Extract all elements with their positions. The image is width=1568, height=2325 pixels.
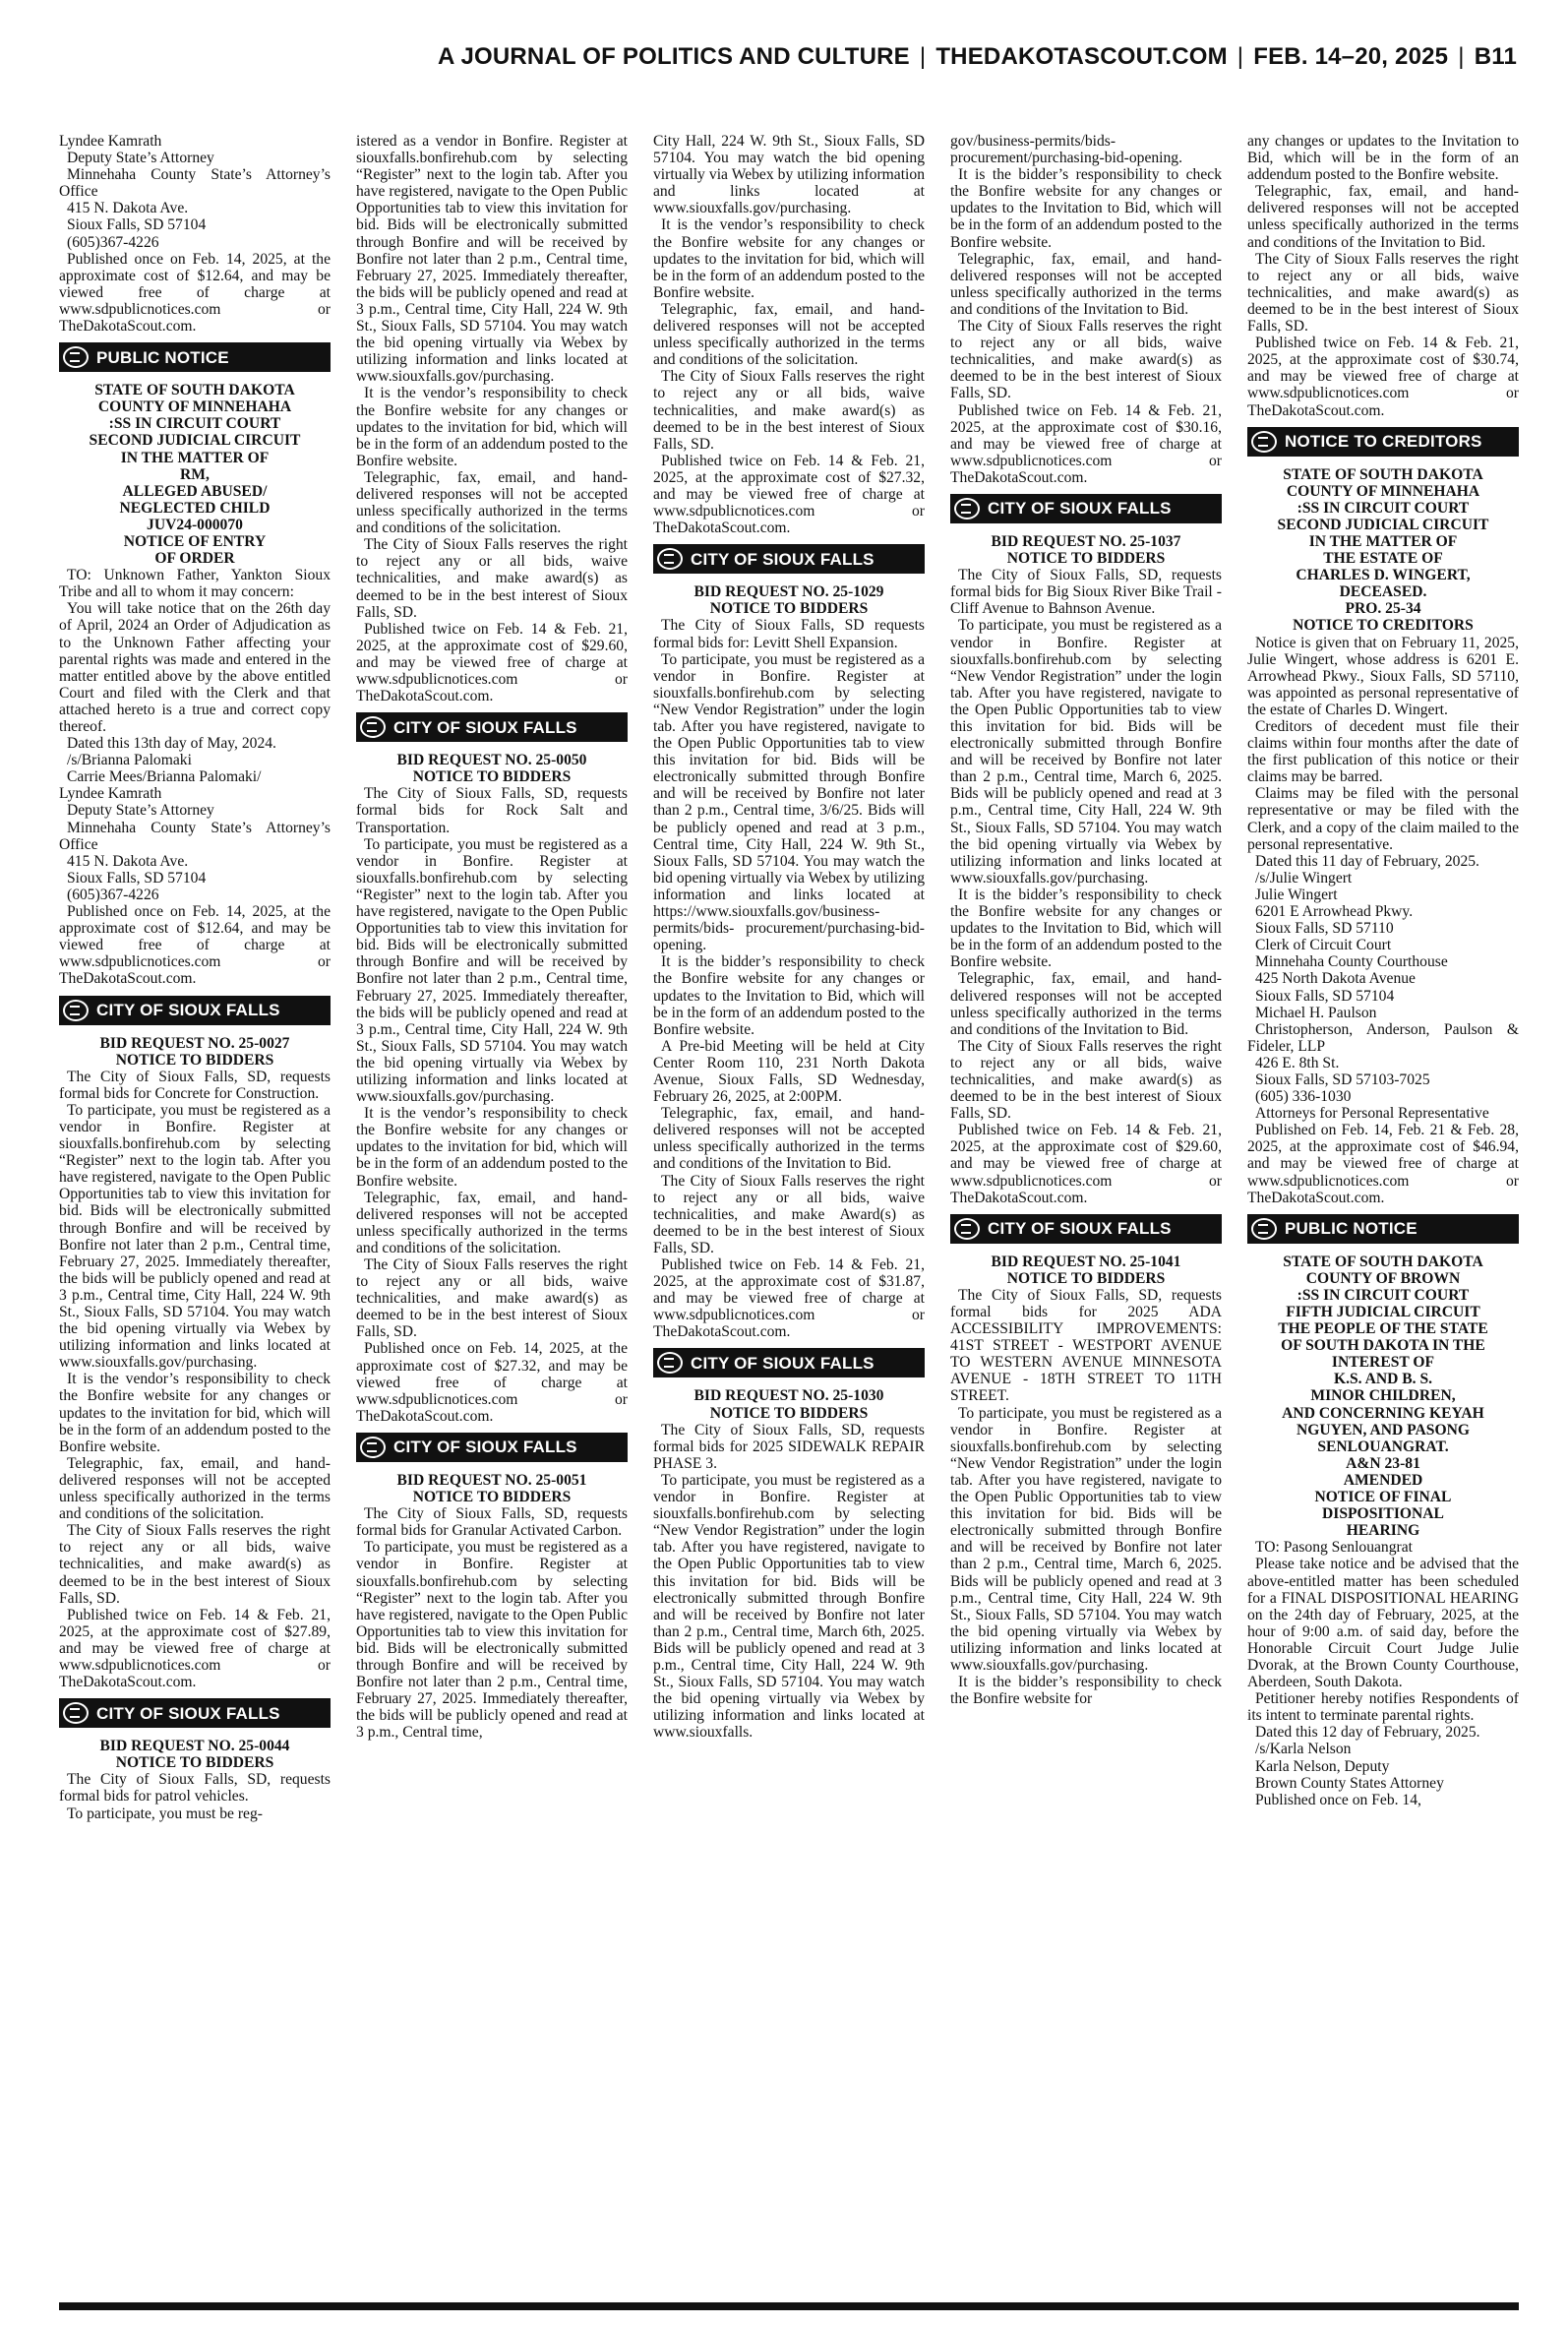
notice-paragraph: The City of Sioux Falls reserves the right to reject any or all bids, waive technicalities, and make award(s) as deemed to be in the best interest of Sioux Falls, SD. — [356, 536, 628, 621]
section-header — [950, 494, 1222, 523]
notice-heading-line: IN THE MATTER OF — [120, 449, 270, 466]
notice-paragraph: (605)367-4226 — [67, 233, 159, 251]
scout-logo-icon — [653, 1348, 687, 1377]
notice-heading-line: SECOND JUDICIAL CIRCUIT — [89, 432, 301, 450]
notice-heading-line: NOTICE TO BIDDERS — [1006, 550, 1166, 568]
notice-paragraph: The City of Sioux Falls, SD, requests formal bids for Rock Salt and Transportation. — [356, 785, 628, 836]
notice-paragraph: 415 N. Dakota Ave. — [67, 200, 189, 217]
notice-paragraph: gov/business-permits/bids-procurement/purchasing-bid-opening. — [950, 133, 1183, 167]
notice-paragraph: The City of Sioux Falls, SD, requests formal bids for 2025 ADA ACCESSIBILITY IMPROVEMENTS: 41ST STREET - WESTPORT AVENUE TO WESTERN AVENUE MINNESOTA AVENUE - 18TH STREET TO 11TH STREET. — [950, 1286, 1222, 1405]
notice-paragraph: /s/Brianna Palomaki — [67, 752, 192, 769]
section-header — [950, 1214, 1222, 1244]
section-header — [1247, 427, 1519, 457]
separator: | — [1236, 43, 1244, 70]
notice-paragraph: To participate, you must be reg- — [67, 1805, 263, 1822]
notice-paragraph: Please take notice and be advised that the above-entitled matter has been scheduled for a FINAL DISPOSITIONAL HEARING on the 24th day of February, 2025, at the hour of 9:00 a.m. of said day, before the Honorable Circuit Court Judge Julie Dvorak, at the Brown County Courthouse, Aberdeen, South Dakota. — [1247, 1556, 1519, 1691]
notice-heading-line: NGUYEN, AND PASONG — [1296, 1421, 1470, 1438]
notice-heading-line: NOTICE TO BIDDERS — [709, 1404, 869, 1422]
notice-paragraph: Karla Nelson, Deputy — [1255, 1757, 1390, 1775]
notice-paragraph: Dated this 12 day of February, 2025. — [1255, 1724, 1480, 1742]
section-header-label: CITY OF SIOUX FALLS — [96, 1000, 280, 1019]
notice-heading-line: PRO. 25-34 — [1345, 600, 1421, 618]
notice-paragraph: It is the bidder’s responsibility to check the Bonfire website for — [950, 1674, 1222, 1708]
column-1 — [59, 133, 331, 2297]
notice-heading-line: MINOR CHILDREN, — [1310, 1387, 1456, 1405]
notice-paragraph: It is the vendor’s responsibility to check the Bonfire website for any changes or updates to the invitation for bid, which will be in the form of an addendum posted to the Bonfire website. — [653, 216, 925, 301]
notice-paragraph: The City of Sioux Falls reserves the right to reject any or all bids, waive technicalities, and make award(s) as deemed to be in the best interest of Sioux Falls, SD. — [1247, 250, 1519, 336]
notice-paragraph: The City of Sioux Falls reserves the right to reject any or all bids, waive technicalities, and make award(s) as deemed to be in the best interest of Sioux Falls, SD. — [59, 1522, 331, 1607]
section-header — [59, 1698, 331, 1728]
section-header — [1247, 1214, 1519, 1244]
notice-heading-line: :SS IN CIRCUIT COURT — [108, 415, 281, 433]
notice-heading-line: NOTICE TO BIDDERS — [115, 1754, 274, 1772]
notice-paragraph: Minnehaha County Courthouse — [1255, 953, 1448, 971]
notice-paragraph: Telegraphic, fax, email, and hand-delivered responses will not be accepted unless specifically authorized in the terms and conditions of the Invitation to Bid. — [1247, 183, 1519, 251]
notice-heading-line: OF SOUTH DAKOTA IN THE — [1281, 1337, 1485, 1355]
notice-paragraph: Published twice on Feb. 14 & Feb. 21, 2025, at the approximate cost of $27.32, and may be viewed free of charge at www.sdpublicnotices.com or TheDakotaScout.com. — [653, 452, 925, 537]
notice-heading-line: BID REQUEST NO. 25-0051 — [396, 1471, 587, 1489]
notice-heading-line: BID REQUEST NO. 25-1037 — [991, 532, 1181, 550]
notice-paragraph: Published once on Feb. 14, 2025, at the approximate cost of $12.64, and may be viewed free of charge at www.sdpublicnotices.com or TheDakotaScout.com. — [59, 250, 331, 336]
scout-logo-icon — [1247, 427, 1281, 457]
notice-paragraph: The City of Sioux Falls, SD, requests formal bids for 2025 SIDEWALK REPAIR PHASE 3. — [653, 1421, 925, 1472]
notice-paragraph: istered as a vendor in Bonfire. Register at siouxfalls.bonfirehub.com by selecting “Register” next to the login tab. After you have registered, navigate to the Open Public Opportunities tab to view this invitation for bid. Bids will be electronically submitted through Bonfire and will be received by Bonfire not later than 2 p.m., Central time, February 27, 2025. Immediately thereafter, the bids will be publicly opened and read at 3 p.m., Central time, City Hall, 224 W. 9th St., Sioux Falls, SD 57104. You may watch the bid opening virtually via Webex by utilizing information and links located at www.siouxfalls.gov/purchasing. — [356, 133, 628, 386]
notice-paragraph: Published once on Feb. 14, — [1255, 1791, 1421, 1808]
notice-heading-line: STATE OF SOUTH DAKOTA — [94, 382, 295, 399]
notice-paragraph: Published twice on Feb. 14 & Feb. 21, 2025, at the approximate cost of $31.87, and may be viewed free of charge at www.sdpublicnotices.com or TheDakotaScout.com. — [653, 1256, 925, 1341]
notice-columns — [59, 133, 1519, 2297]
notice-heading-line: NOTICE TO BIDDERS — [1006, 1269, 1166, 1287]
notice-paragraph: It is the vendor’s responsibility to check the Bonfire website for any changes or updates to the invitation for bid, which will be in the form of an addendum posted to the Bonfire website. — [356, 1105, 628, 1190]
notice-paragraph: The City of Sioux Falls reserves the right to reject any or all bids, waive technicalities, and make award(s) as deemed to be in the best interest of Sioux Falls, SD. — [950, 1037, 1222, 1123]
notice-paragraph: Petitioner hereby notifies Respondents of its intent to terminate parental rights. — [1247, 1690, 1519, 1725]
notice-paragraph: Michael H. Paulson — [1255, 1004, 1377, 1021]
section-header-label: CITY OF SIOUX FALLS — [691, 549, 874, 569]
notice-paragraph: Brown County States Attorney — [1255, 1774, 1444, 1792]
column-3 — [653, 133, 925, 2297]
notice-heading-line: STATE OF SOUTH DAKOTA — [1283, 1253, 1483, 1270]
scout-logo-icon — [950, 1214, 984, 1244]
bottom-rule — [59, 2302, 1519, 2310]
scout-logo-icon — [59, 1698, 92, 1728]
issue-date: FEB. 14–20, 2025 — [1253, 43, 1449, 70]
scout-logo-icon — [59, 342, 92, 372]
notice-heading-line: BID REQUEST NO. 25-0044 — [99, 1738, 290, 1755]
notice-paragraph: The City of Sioux Falls, SD, requests formal bids for Concrete for Construction. — [59, 1068, 331, 1102]
site-name: THEDAKOTASCOUT.COM — [935, 43, 1228, 70]
notice-paragraph: Sioux Falls, SD 57104 — [1255, 987, 1395, 1005]
section-header — [356, 712, 628, 742]
notice-paragraph: You will take notice that on the 26th day of April, 2024 an Order of Adjudication as to the Unknown Father affecting your parental rights was made and entered in the matter entitled above by the above entitled Court and filed with the Clerk and that attached hereto is a true and correct copy thereof. — [59, 600, 331, 735]
notice-paragraph: It is the vendor’s responsibility to check the Bonfire website for any changes or updates to the invitation for bid, which will be in the form of an addendum posted to the Bonfire website. — [59, 1371, 331, 1455]
section-header — [653, 1348, 925, 1377]
notice-paragraph: The City of Sioux Falls, SD, requests formal bids for Big Sioux River Bike Trail - Cliff Avenue to Bahnson Avenue. — [950, 567, 1222, 618]
section-header — [59, 996, 331, 1025]
notice-paragraph: Sioux Falls, SD 57104 — [67, 869, 207, 887]
notice-paragraph: Telegraphic, fax, email, and hand-delivered responses will not be accepted unless specifically authorized in the terms and conditions of the solicitation. — [356, 1189, 628, 1256]
section-header-label: PUBLIC NOTICE — [96, 347, 229, 367]
notice-paragraph: Published twice on Feb. 14 & Feb. 21, 2025, at the approximate cost of $30.74, and may be viewed free of charge at www.sdpublicnotices.com or TheDakotaScout.com. — [1247, 335, 1519, 419]
notice-paragraph: (605)367-4226 — [67, 886, 159, 903]
notice-paragraph: Notice is given that on February 11, 2025, Julie Wingert, whose address is 6201 E. Arrowhead Pkwy., Sioux Falls, SD 57110, was appointed as personal representative of the estate of Charles D. Wingert. — [1247, 634, 1519, 718]
notice-paragraph: Minnehaha County State’s Attorney’s Office — [59, 166, 331, 201]
notice-paragraph: Christopherson, Anderson, Paulson & Fideler, LLP — [1247, 1020, 1519, 1055]
notice-paragraph: (605) 336-1030 — [1255, 1088, 1352, 1106]
notice-heading-line: :SS IN CIRCUIT COURT — [1297, 1286, 1470, 1304]
notice-paragraph: Published once on Feb. 14, 2025, at the approximate cost of $12.64, and may be viewed free of charge at www.sdpublicnotices.com or TheDakotaScout.com. — [59, 903, 331, 988]
notice-paragraph: Telegraphic, fax, email, and hand-delivered responses will not be accepted unless specifically authorized in the terms and conditions of the Invitation to Bid. — [950, 970, 1222, 1038]
notice-paragraph: To participate, you must be registered as a vendor in Bonfire. Register at siouxfalls.bonfirehub.com by selecting “New Vendor Registration” under the login tab. After you have registered, navigate to the Open Public Opportunities tab to view this invitation for bid. Bids will be electronically submitted through Bonfire and will be received by Bonfire not later than 2 p.m., Central time, 3/6/25. Bids will be publicly opened and read at 3 p.m., Central time, City Hall, 224 W. 9th St., Sioux Falls, SD 57104. You may watch the bid opening virtually via Webex by utilizing information and links located at https://www.siouxfalls.gov/business-permits/bids- procurement/purchasing-bid-opening. — [653, 650, 925, 954]
notice-paragraph: To participate, you must be registered as a vendor in Bonfire. Register at siouxfalls.bonfirehub.com by selecting “New Vendor Registration” under the login tab. After you have registered, navigate to the Open Public Opportunities tab to view this invitation for bid. Bids will be electronically submitted through Bonfire and will be received by Bonfire not later than 2 p.m., Central time, March 6, 2025. Bids will be publicly opened and read at 3 p.m., Central time, City Hall, 224 W. 9th St., Sioux Falls, SD 57104. You may watch the bid opening virtually via Webex by utilizing information and links located at www.siouxfalls.gov/purchasing. — [950, 617, 1222, 887]
notice-paragraph: Clerk of Circuit Court — [1255, 937, 1392, 954]
notice-heading-line: NOTICE OF FINAL — [1314, 1489, 1452, 1506]
notice-heading-line: A&N 23-81 — [1346, 1454, 1420, 1472]
scout-logo-icon — [356, 1433, 390, 1462]
notice-paragraph: Telegraphic, fax, email, and hand-delivered responses will not be accepted unless specifically authorized in the terms and conditions of the Invitation to Bid. — [950, 250, 1222, 318]
notice-heading-line: NEGLECTED CHILD — [119, 499, 271, 517]
notice-paragraph: /s/Karla Nelson — [1255, 1741, 1352, 1758]
scout-logo-icon — [653, 544, 687, 574]
notice-paragraph: Attorneys for Personal Representative — [1255, 1105, 1489, 1123]
notice-heading-line: RM, — [180, 465, 210, 483]
notice-paragraph: The City of Sioux Falls reserves the right to reject any or all bids, waive technicalities, and make award(s) as deemed to be in the best interest of Sioux Falls, SD. — [356, 1256, 628, 1341]
notice-heading-line: COUNTY OF MINNEHAHA — [1286, 482, 1480, 500]
notice-paragraph: TO: Pasong Senlouangrat — [1255, 1539, 1413, 1557]
notice-paragraph: Dated this 11 day of February, 2025. — [1255, 852, 1479, 870]
notice-heading-line: NOTICE TO BIDDERS — [709, 600, 869, 618]
notice-paragraph: To participate, you must be registered as a vendor in Bonfire. Register at siouxfalls.bonfirehub.com by selecting “Register” next to the login tab. After you have registered, navigate to the Open Public Opportunities tab to view this invitation for bid. Bids will be electronically submitted through Bonfire and will be received by Bonfire not later than 2 p.m., Central time, February 27, 2025. Immediately thereafter, the bids will be publicly opened and read at 3 p.m., Central time, City Hall, 224 W. 9th St., Sioux Falls, SD 57104. You may watch the bid opening virtually via Webex by utilizing information and links located at www.siouxfalls.gov/purchasing. — [356, 835, 628, 1106]
notice-paragraph: The City of Sioux Falls, SD, requests formal bids for patrol vehicles. — [59, 1771, 331, 1805]
section-header-label: NOTICE TO CREDITORS — [1285, 432, 1482, 452]
notice-paragraph: Creditors of decedent must file their claims within four months after the date of the first publication of this notice or their claims may be barred. — [1247, 718, 1519, 786]
section-header-label: CITY OF SIOUX FALLS — [988, 499, 1172, 519]
notice-paragraph: It is the bidder’s responsibility to check the Bonfire website for any changes or updates to the Invitation to Bid, which will be in the form of an addendum posted to the Bonfire website. — [950, 886, 1222, 971]
notice-paragraph: Lyndee Kamrath — [59, 133, 162, 150]
notice-paragraph: To participate, you must be registered as a vendor in Bonfire. Register at siouxfalls.bonfirehub.com by selecting “New Vendor Registration” under the login tab. After you have registered, navigate to the Open Public Opportunities tab to view this invitation for bid. Bids will be electronically submitted through Bonfire and will be received by Bonfire not later than 2 p.m., Central time, March 6th, 2025. Bids will be publicly opened and read at 3 p.m., Central time, City Hall, 224 W. 9th St., Sioux Falls, SD 57104. You may watch the bid opening virtually via Webex by utilizing information and links located at www.siouxfalls. — [653, 1471, 925, 1742]
notice-paragraph: Published twice on Feb. 14 & Feb. 21, 2025, at the approximate cost of $27.89, and may be viewed free of charge at www.sdpublicnotices.com or TheDakotaScout.com. — [59, 1606, 331, 1691]
notice-paragraph: The City of Sioux Falls, SD requests formal bids for: Levitt Shell Expansion. — [653, 617, 925, 651]
notice-paragraph: Deputy State’s Attorney — [67, 150, 214, 167]
notice-paragraph: The City of Sioux Falls, SD, requests formal bids for Granular Activated Carbon. — [356, 1505, 628, 1540]
section-header — [356, 1433, 628, 1462]
notice-paragraph: It is the vendor’s responsibility to check the Bonfire website for any changes or updates to the invitation for bid, which will be in the form of an addendum posted to the Bonfire website. — [356, 385, 628, 469]
notice-paragraph: Published twice on Feb. 14 & Feb. 21, 2025, at the approximate cost of $30.16, and may be viewed free of charge at www.sdpublicnotices.com or TheDakotaScout.com. — [950, 401, 1222, 486]
journal-tagline: A JOURNAL OF POLITICS AND CULTURE — [437, 43, 910, 70]
notice-paragraph: 6201 E Arrowhead Pkwy. — [1255, 903, 1414, 921]
scout-logo-icon — [950, 494, 984, 523]
notice-heading-line: BID REQUEST NO. 25-1030 — [694, 1387, 884, 1405]
separator: | — [1458, 43, 1465, 70]
notice-paragraph: Telegraphic, fax, email, and hand-delivered responses will not be accepted unless specifically authorized in the terms and conditions of the solicitation. — [59, 1454, 331, 1523]
masthead — [59, 43, 1517, 83]
notice-paragraph: 425 North Dakota Avenue — [1255, 970, 1416, 988]
notice-paragraph: Telegraphic, fax, email, and hand-delivered responses will not be accepted unless specifically authorized in the terms and conditions of the Invitation to Bid. — [653, 1105, 925, 1173]
notice-paragraph: 426 E. 8th St. — [1255, 1054, 1340, 1071]
notice-paragraph: Published twice on Feb. 14 & Feb. 21, 2025, at the approximate cost of $29.60, and may be viewed free of charge at www.sdpublicnotices.com or TheDakotaScout.com. — [950, 1122, 1222, 1206]
notice-heading-line: NOTICE OF ENTRY — [123, 532, 267, 550]
notice-paragraph: TO: Unknown Father, Yankton Sioux Tribe and all to whom it may concern: — [59, 567, 331, 601]
scout-logo-icon — [356, 712, 390, 742]
notice-heading-line: BID REQUEST NO. 25-0027 — [99, 1034, 290, 1052]
notice-heading-line: FIFTH JUDICIAL CIRCUIT — [1286, 1304, 1480, 1320]
notice-paragraph: Sioux Falls, SD 57103-7025 — [1255, 1071, 1430, 1088]
notice-paragraph: Claims may be filed with the personal representative or may be filed with the Clerk, and a copy of the claim mailed to the personal representative. — [1247, 785, 1519, 853]
notice-heading-line: COUNTY OF MINNEHAHA — [97, 398, 292, 416]
notice-paragraph: Telegraphic, fax, email, and hand-delivered responses will not be accepted unless specifically authorized in the terms and conditions of the solicitation. — [653, 300, 925, 369]
notice-heading-line: STATE OF SOUTH DAKOTA — [1283, 465, 1483, 483]
notice-paragraph: Sioux Falls, SD 57104 — [67, 216, 207, 234]
notice-paragraph: Carrie Mees/Brianna Palomaki/ — [67, 768, 262, 786]
notice-heading-line: BID REQUEST NO. 25-1041 — [991, 1253, 1181, 1270]
column-4 — [950, 133, 1222, 2297]
notice-paragraph: Dated this 13th day of May, 2024. — [67, 735, 276, 753]
notice-paragraph: Deputy State’s Attorney — [67, 802, 214, 820]
notice-heading-line: BID REQUEST NO. 25-0050 — [396, 752, 587, 769]
notice-paragraph: any changes or updates to the Invitation to Bid, which will be in the form of an addendum posted to the Bonfire website. — [1247, 133, 1519, 184]
notice-heading-line: NOTICE TO BIDDERS — [412, 1489, 572, 1506]
section-header-label: CITY OF SIOUX FALLS — [96, 1703, 280, 1723]
notice-paragraph: To participate, you must be registered as a vendor in Bonfire. Register at siouxfalls.bonfirehub.com by selecting “New Vendor Registration” under the login tab. After you have registered, navigate to the Open Public Opportunities tab to view this invitation for bid. Bids will be electronically submitted through Bonfire and will be received by Bonfire not later than 2 p.m., Central time, March 6, 2025. Bids will be publicly opened and read at 3 p.m., Central time, City Hall, 224 W. 9th St., Sioux Falls, SD 57104. You may watch the bid opening virtually via Webex by utilizing information and links located at www.siouxfalls.gov/purchasing. — [950, 1404, 1222, 1674]
notice-heading-line: AMENDED — [1343, 1471, 1423, 1489]
page-number: B11 — [1474, 43, 1517, 70]
notice-heading-line: THE PEOPLE OF THE STATE — [1278, 1320, 1488, 1338]
section-header-label: CITY OF SIOUX FALLS — [393, 717, 577, 737]
section-header-label: CITY OF SIOUX FALLS — [988, 1219, 1172, 1239]
notice-heading-line: NOTICE TO BIDDERS — [412, 768, 572, 786]
separator: | — [919, 43, 927, 70]
notice-paragraph: City Hall, 224 W. 9th St., Sioux Falls, SD 57104. You may watch the bid opening virtually via Webex by utilizing information and links located at www.siouxfalls.gov/purchasing. — [653, 133, 925, 217]
notice-paragraph: To participate, you must be registered as a vendor in Bonfire. Register at siouxfalls.bonfirehub.com by selecting “Register” next to the login tab. After you have registered, navigate to the Open Public Opportunities tab to view this invitation for bid. Bids will be electronically submitted through Bonfire and will be received by Bonfire not later than 2 p.m., Central time, February 27, 2025. Immediately thereafter, the bids will be publicly opened and read at 3 p.m., Central time, — [356, 1539, 628, 1742]
notice-paragraph: Published on Feb. 14, Feb. 21 & Feb. 28, 2025, at the approximate cost of $46.94, and may be viewed free of charge at www.sdpublicnotices.com or TheDakotaScout.com. — [1247, 1122, 1519, 1206]
notice-paragraph: Lyndee Kamrath — [59, 785, 162, 803]
notice-paragraph: 415 N. Dakota Ave. — [67, 852, 189, 870]
notice-heading-line: HEARING — [1346, 1522, 1420, 1540]
column-5 — [1247, 133, 1519, 2297]
section-header-label: PUBLIC NOTICE — [1285, 1219, 1417, 1239]
notice-paragraph: Minnehaha County State’s Attorney’s Office — [59, 819, 331, 853]
notice-heading-line: SECOND JUDICIAL CIRCUIT — [1277, 516, 1489, 533]
notice-paragraph: Sioux Falls, SD 57110 — [1255, 920, 1394, 938]
notice-heading-line: THE ESTATE OF — [1323, 550, 1443, 568]
notice-heading-line: DECEASED. — [1339, 583, 1427, 601]
notice-heading-line: SENLOUANGRAT. — [1317, 1438, 1449, 1455]
notice-heading-line: CHARLES D. WINGERT, — [1296, 567, 1471, 584]
notice-heading-line: DISPOSITIONAL — [1322, 1505, 1444, 1523]
column-2 — [356, 133, 628, 2297]
notice-paragraph: /s/Julie Wingert — [1255, 869, 1353, 887]
notice-paragraph: It is the bidder’s responsibility to check the Bonfire website for any changes or updates to the Invitation to Bid, which will be in the form of an addendum posted to the Bonfire website. — [950, 166, 1222, 251]
section-header — [59, 342, 331, 372]
notice-heading-line: AND CONCERNING KEYAH — [1282, 1404, 1484, 1422]
notice-paragraph: The City of Sioux Falls reserves the right to reject any or all bids, waive technicalities, and make award(s) as deemed to be in the best interest of Sioux Falls, SD. — [950, 318, 1222, 402]
notice-paragraph: Julie Wingert — [1255, 886, 1338, 903]
scout-logo-icon — [59, 996, 92, 1025]
notice-paragraph: A Pre-bid Meeting will be held at City Center Room 110, 231 North Dakota Avenue, Sioux Falls, SD Wednesday, February 26, 2025, at 2:00PM. — [653, 1037, 925, 1106]
notice-paragraph: Published once on Feb. 14, 2025, at the approximate cost of $27.32, and may be viewed free of charge at www.sdpublicnotices.com or TheDakotaScout.com. — [356, 1340, 628, 1425]
section-header — [653, 544, 925, 574]
notice-heading-line: ALLEGED ABUSED/ — [122, 482, 268, 500]
notice-heading-line: BID REQUEST NO. 25-1029 — [694, 583, 884, 601]
notice-paragraph: It is the bidder’s responsibility to check the Bonfire website for any changes or updates to the Invitation to Bid, which will be in the form of an addendum posted to the Bonfire website. — [653, 953, 925, 1038]
notice-heading-line: NOTICE TO BIDDERS — [115, 1051, 274, 1069]
section-header-label: CITY OF SIOUX FALLS — [691, 1353, 874, 1373]
notice-paragraph: The City of Sioux Falls reserves the right to reject any or all bids, waive technicalities, and make Award(s) as deemed to be in the best interest of Sioux Falls, SD. — [653, 1172, 925, 1256]
scout-logo-icon — [1247, 1214, 1281, 1244]
notice-heading-line: JUV24-000070 — [147, 516, 243, 533]
notice-heading-line: INTEREST OF — [1331, 1354, 1435, 1372]
notice-paragraph: To participate, you must be registered as a vendor in Bonfire. Register at siouxfalls.bonfirehub.com by selecting “Register” next to the login tab. After you have registered, navigate to the Open Public Opportunities tab to view this invitation for bid. Bids will be electronically submitted through Bonfire and will be received by Bonfire not later than 2 p.m., Central time, February 27, 2025. Immediately thereafter, the bids will be publicly opened and read at 3 p.m., Central time, City Hall, 224 W. 9th St., Sioux Falls, SD 57104. You may watch the bid opening virtually via Webex by utilizing information and links located at www.siouxfalls.gov/purchasing. — [59, 1101, 331, 1372]
notice-heading-line: K.S. AND B. S. — [1333, 1371, 1433, 1388]
notice-paragraph: The City of Sioux Falls reserves the right to reject any or all bids, waive technicalities, and make award(s) as deemed to be in the best interest of Sioux Falls, SD. — [653, 368, 925, 453]
notice-heading-line: COUNTY OF BROWN — [1305, 1269, 1461, 1287]
notice-heading-line: :SS IN CIRCUIT COURT — [1297, 499, 1470, 517]
notice-heading-line: NOTICE TO CREDITORS — [1293, 617, 1474, 635]
notice-heading-line: IN THE MATTER OF — [1308, 532, 1458, 550]
notice-heading-line: OF ORDER — [154, 550, 235, 568]
notice-paragraph: Published twice on Feb. 14 & Feb. 21, 2025, at the approximate cost of $29.60, and may be viewed free of charge at www.sdpublicnotices.com or TheDakotaScout.com. — [356, 620, 628, 705]
section-header-label: CITY OF SIOUX FALLS — [393, 1438, 577, 1457]
notice-paragraph: Telegraphic, fax, email, and hand-delivered responses will not be accepted unless specifically authorized in the terms and conditions of the solicitation. — [356, 468, 628, 537]
